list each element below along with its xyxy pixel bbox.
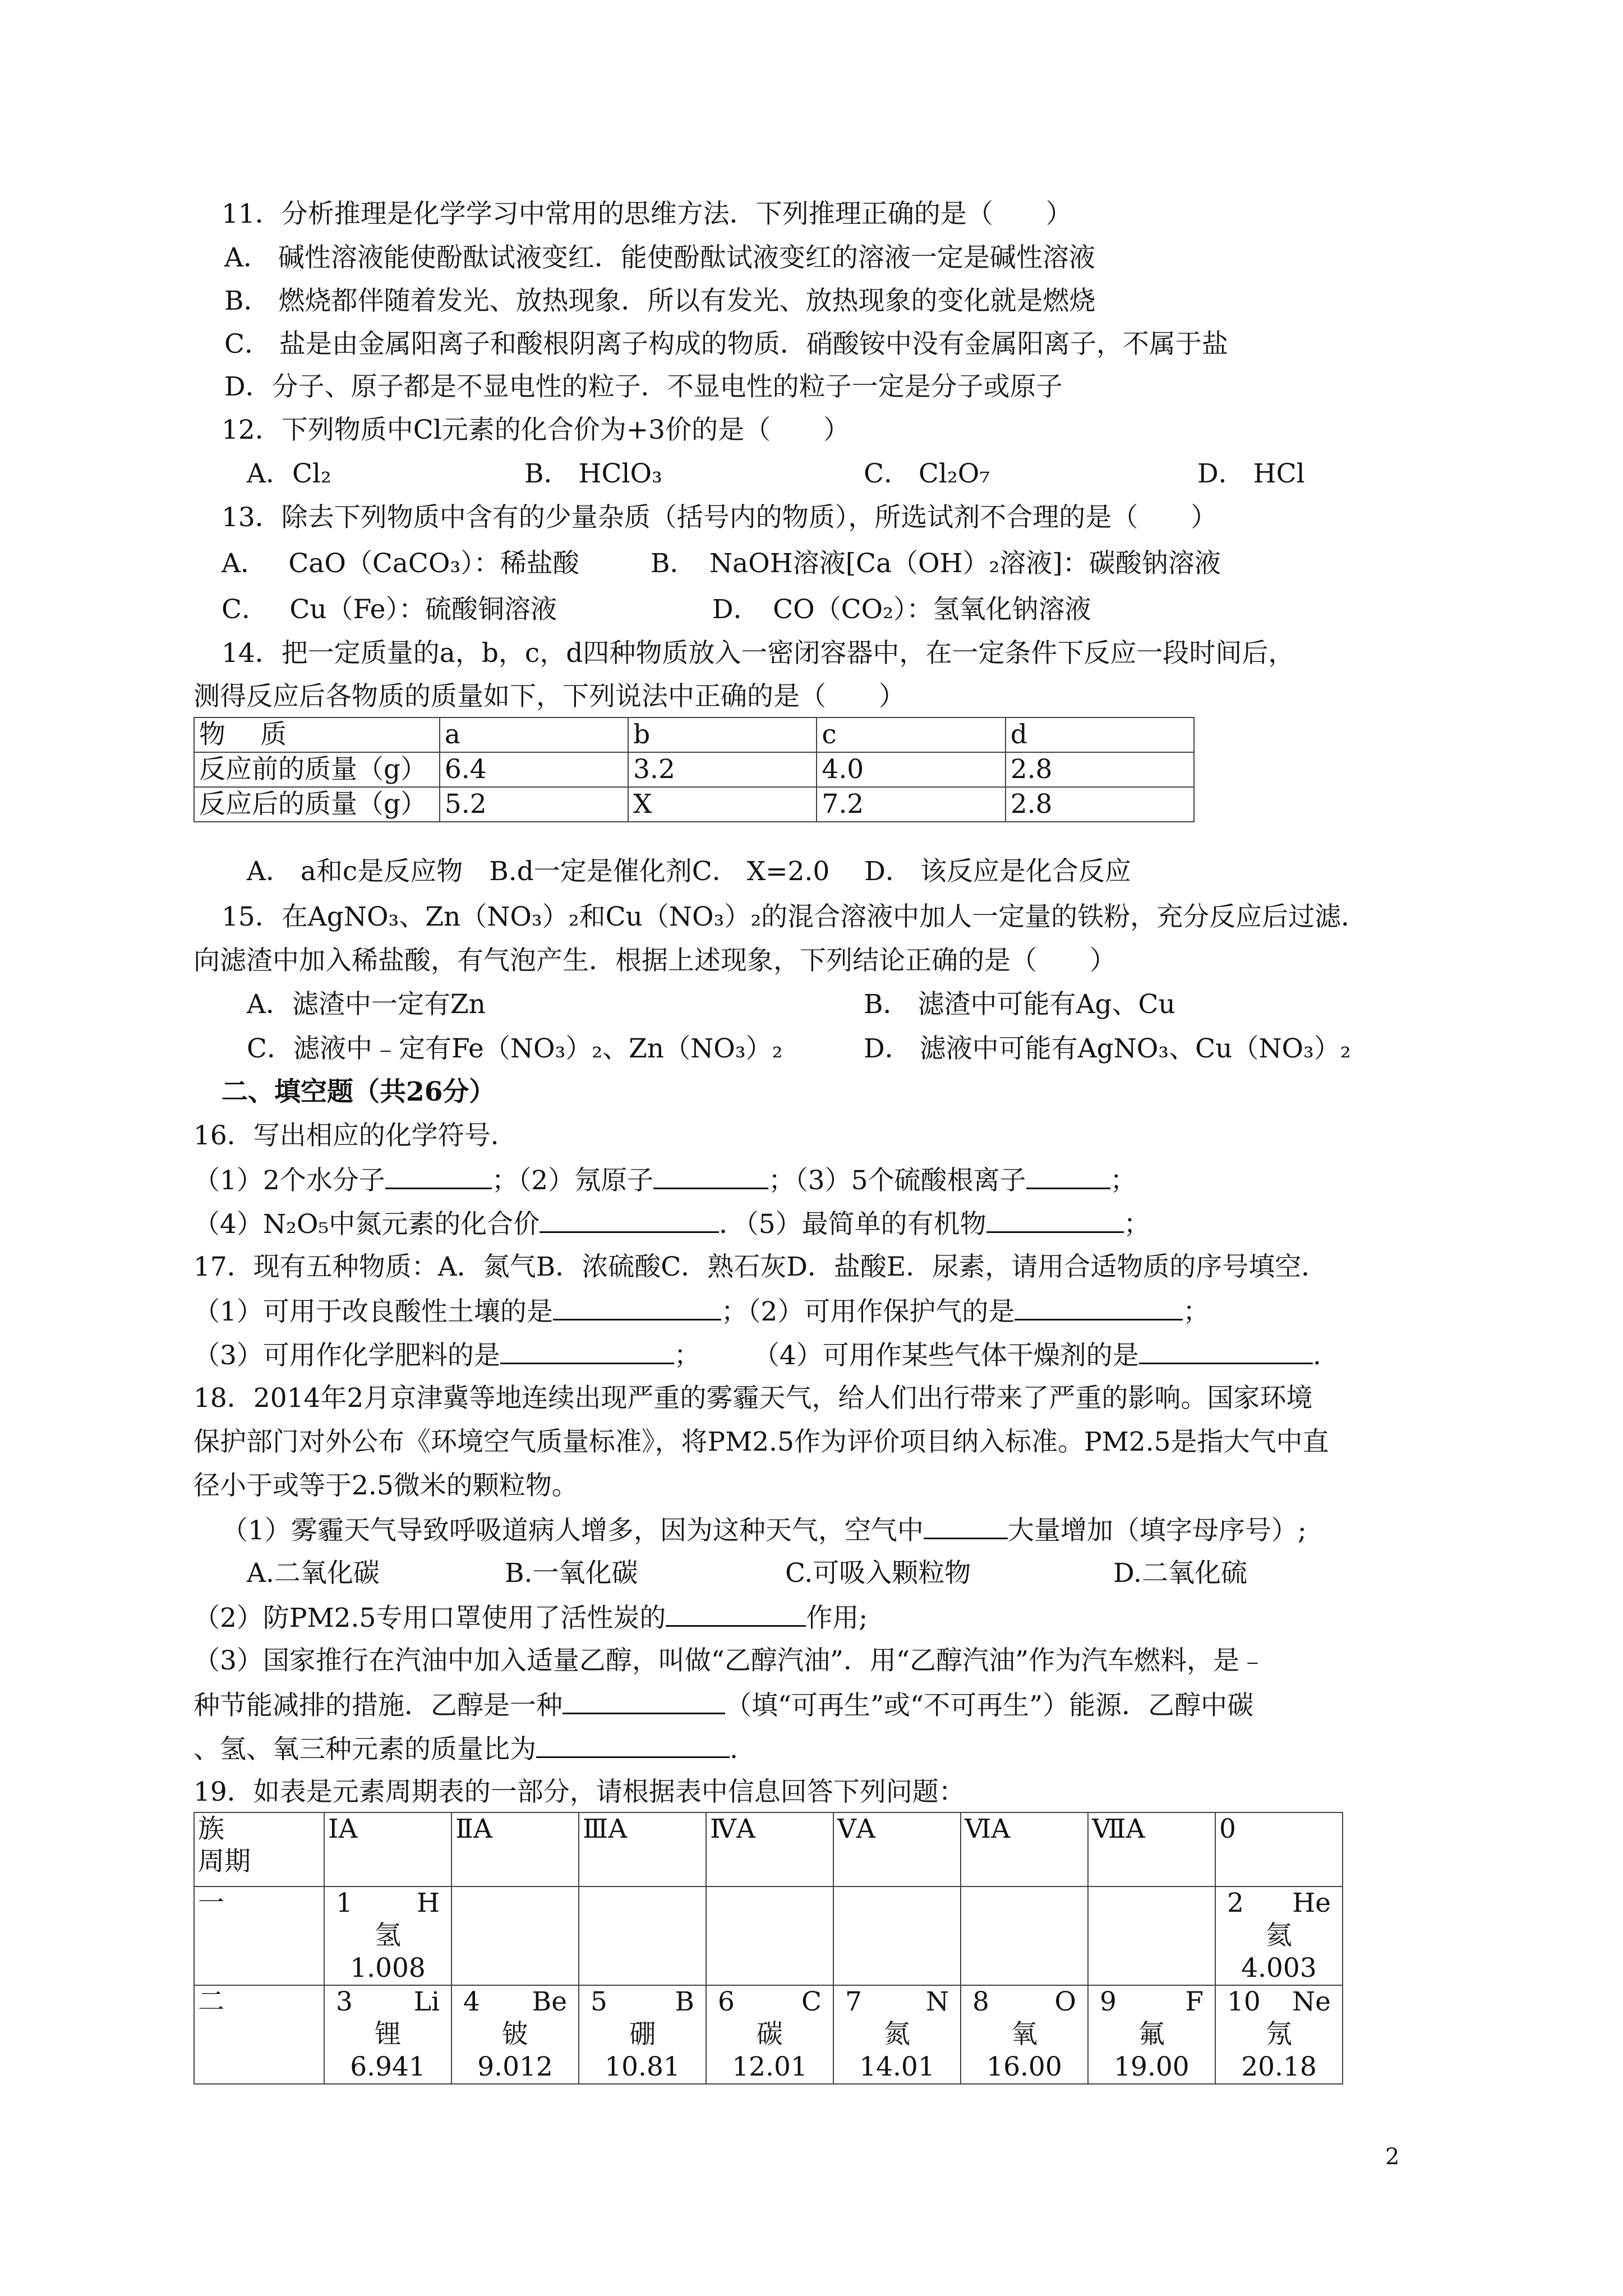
q12-option-d: D． HCl bbox=[1197, 458, 1305, 489]
empty-cell bbox=[451, 1887, 579, 1985]
table-cell: 3.2 bbox=[628, 752, 817, 787]
element-name: 氧 bbox=[1011, 2019, 1038, 2050]
group-header-cell: 0 bbox=[1215, 1812, 1343, 1887]
group-header-cell: ⅢA bbox=[579, 1812, 706, 1887]
q16-stem: 16．写出相应的化学符号． bbox=[193, 1120, 517, 1151]
q17-item-4-label: ； （4）可用作某些气体干燥剂的是 bbox=[674, 1340, 1139, 1371]
atomic-mass: 1.008 bbox=[350, 1953, 426, 1984]
q17-line2 bbox=[193, 1338, 1321, 1373]
period-header-label: 周期 bbox=[198, 1846, 251, 1877]
table-row bbox=[194, 787, 1194, 822]
element-cell bbox=[1215, 1985, 1343, 2084]
q18-option-a: A.二氧化碳 bbox=[247, 1558, 380, 1589]
answer-blank[interactable] bbox=[540, 1207, 719, 1233]
element-cell bbox=[579, 1985, 706, 2084]
q16-item-5-end: ； bbox=[1123, 1209, 1150, 1240]
q17-item-3-label: （3）可用作化学肥料的是 bbox=[193, 1340, 500, 1371]
atomic-mass: 9.012 bbox=[477, 2051, 553, 2082]
empty-cell bbox=[1088, 1887, 1215, 1985]
corner-header-cell bbox=[194, 1812, 324, 1887]
q18-option-d: D.二氧化硫 bbox=[1113, 1558, 1247, 1589]
element-name: 氖 bbox=[1265, 2019, 1292, 2050]
q15-option-a: A．滤渣中一定有Zn bbox=[247, 989, 486, 1020]
table-cell: 7.2 bbox=[817, 787, 1005, 822]
q18-part2 bbox=[193, 1600, 868, 1635]
q14-mass-table bbox=[193, 717, 1195, 822]
periodic-table-header-row bbox=[194, 1812, 1343, 1887]
q18-line3: 径小于或等于2.5微米的颗粒物。 bbox=[193, 1470, 578, 1501]
table-cell: 5.2 bbox=[440, 787, 628, 822]
table-cell: 2.8 bbox=[1006, 752, 1194, 787]
period-label: 一 bbox=[194, 1887, 324, 1985]
atomic-number: 10 bbox=[1227, 1986, 1261, 2017]
element-symbol: Li bbox=[413, 1986, 440, 2017]
period-label: 二 bbox=[194, 1985, 324, 2084]
q17-item-1-label: （1）可用于改良酸性土壤的是 bbox=[193, 1296, 553, 1327]
q18-part2-text: （2）防PM2.5专用口罩使用了活性炭的 bbox=[193, 1603, 666, 1634]
group-header-cell: ⅠA bbox=[324, 1812, 451, 1887]
atomic-mass: 12.01 bbox=[732, 2051, 808, 2082]
q17-item-2-end: ； bbox=[1183, 1296, 1210, 1327]
q18-part3-ratio-text: 、氢、氧三种元素的质量比为 bbox=[193, 1734, 536, 1765]
table-cell: 2.8 bbox=[1006, 787, 1194, 822]
element-name: 锂 bbox=[375, 2019, 402, 2050]
group-header-cell: ⅥA bbox=[961, 1812, 1088, 1887]
q15-stem-line1: 15．在AgNO₃、Zn（NO₃）₂和Cu（NO₃）₂的混合溶液中加人一定量的铁粉，充分反应后过滤． bbox=[222, 901, 1368, 932]
empty-cell bbox=[961, 1887, 1088, 1985]
q15-option-d: D． 滤液中可能有AgNO₃、Cu（NO₃）₂ bbox=[864, 1033, 1351, 1064]
answer-blank[interactable] bbox=[1015, 1294, 1183, 1320]
q18-part2-tail: 作用; bbox=[806, 1603, 868, 1634]
atomic-number: 1 bbox=[336, 1888, 353, 1918]
periodic-table-row bbox=[194, 1887, 1343, 1985]
q18-part3-line1: （3）国家推行在汽油中加入适量乙醇，叫做“乙醇汽油”．用“乙醇汽油”作为汽车燃料，是﹣ bbox=[193, 1645, 1266, 1676]
q18-part1-text: （1）雾霾天气导致呼吸道病人增多，因为这种天气，空气中 bbox=[222, 1515, 924, 1546]
q16-item-2-label: ；（2）氖原子 bbox=[491, 1165, 654, 1196]
element-name: 氮 bbox=[883, 2019, 910, 2050]
q19-stem: 19．如表是元素周期表的一部分，请根据表中信息回答下列问题： bbox=[193, 1777, 965, 1807]
q15-stem-line2: 向滤渣中加入稀盐酸，有气泡产生．根据上述现象，下列结论正确的是（ ） bbox=[193, 945, 1116, 976]
q16-item-3-end: ； bbox=[1110, 1165, 1137, 1196]
answer-blank[interactable] bbox=[562, 1688, 725, 1714]
q12-option-b: B． HClO₃ bbox=[524, 458, 662, 489]
element-symbol: H bbox=[417, 1888, 440, 1918]
q18-part1 bbox=[222, 1513, 1307, 1548]
answer-blank[interactable] bbox=[924, 1513, 1008, 1539]
table-header-cell: b bbox=[628, 717, 817, 752]
q18-part1-tail: 大量增加（填字母序号）; bbox=[1007, 1515, 1307, 1546]
atomic-number: 8 bbox=[972, 1986, 989, 2017]
q18-part3-text: 种节能减排的措施．乙醇是一种 bbox=[193, 1690, 562, 1721]
atomic-number: 5 bbox=[591, 1986, 607, 2017]
section-title-fill-in: 二、填空题（共26分） bbox=[222, 1076, 496, 1107]
element-symbol: He bbox=[1292, 1888, 1331, 1918]
element-cell-h bbox=[324, 1887, 451, 1985]
periodic-table bbox=[193, 1812, 1343, 2085]
element-symbol: C bbox=[801, 1986, 822, 2017]
atomic-mass: 6.941 bbox=[350, 2051, 426, 2082]
atomic-number: 3 bbox=[336, 1986, 353, 2017]
atomic-number: 7 bbox=[845, 1986, 862, 2017]
empty-cell bbox=[706, 1887, 833, 1985]
q13-option-a: A． CaO（CaCO₃）：稀盐酸 bbox=[222, 548, 579, 579]
page-number: 2 bbox=[1385, 2144, 1400, 2170]
q15-option-b: B． 滤渣中可能有Ag、Cu bbox=[864, 989, 1175, 1020]
q16-item-5-label: ．（5）最简单的有机物 bbox=[719, 1209, 986, 1240]
q13-stem: 13．除去下列物质中含有的少量杂质（括号内的物质），所选试剂不合理的是（ ） bbox=[222, 502, 1218, 533]
table-header-cell: d bbox=[1006, 717, 1194, 752]
q17-item-2-label: ；（2）可用作保护气的是 bbox=[721, 1296, 1015, 1327]
q14-options: A． a和c是反应物 B.d一定是催化剂C． X=2.0 D． 该反应是化合反应 bbox=[247, 856, 1131, 887]
q14-stem-line1: 14．把一定质量的a，b，c，d四种物质放入一密闭容器中，在一定条件下反应一段时间后， bbox=[222, 638, 1295, 669]
element-cell bbox=[451, 1985, 579, 2084]
answer-blank[interactable] bbox=[1026, 1163, 1110, 1189]
q18-line1: 18．2014年2月京津冀等地连续出现严重的雾霾天气，给人们出行带来了严重的影响。国家环境 bbox=[193, 1383, 1313, 1414]
table-cell: 反应前的质量（g） bbox=[194, 752, 440, 787]
element-name: 碳 bbox=[756, 2019, 783, 2050]
empty-cell bbox=[579, 1887, 706, 1985]
table-header-cell: 物 质 bbox=[194, 717, 440, 752]
element-symbol: O bbox=[1054, 1986, 1076, 2017]
table-cell: 6.4 bbox=[440, 752, 628, 787]
element-symbol: B bbox=[675, 1986, 694, 2017]
table-cell: X bbox=[628, 787, 817, 822]
atomic-number: 6 bbox=[718, 1986, 735, 2017]
q12-stem: 12．下列物质中Cl元素的化合价为+3价的是（ ） bbox=[222, 415, 850, 445]
q16-item-1-label: （1）2个水分子 bbox=[193, 1165, 385, 1196]
atomic-number: 4 bbox=[463, 1986, 480, 2017]
q18-part3-tail: （填“可再生”或“不可再生”）能源．乙醇中碳 bbox=[725, 1690, 1254, 1721]
element-name: 铍 bbox=[502, 2019, 529, 2050]
q15-option-c: C．滤液中﹣定有Fe（NO₃）₂、Zn（NO₃）₂ bbox=[247, 1033, 783, 1064]
group-header-cell: ⅡA bbox=[451, 1812, 579, 1887]
table-cell: 4.0 bbox=[817, 752, 1005, 787]
group-header-cell: ⅣA bbox=[706, 1812, 833, 1887]
group-header-cell: ⅦA bbox=[1088, 1812, 1215, 1887]
group-header-cell: ⅤA bbox=[833, 1812, 961, 1887]
answer-blank[interactable] bbox=[986, 1207, 1124, 1233]
q12-option-a: A．Cl₂ bbox=[247, 458, 331, 489]
element-name: 硼 bbox=[629, 2019, 656, 2050]
element-symbol: Ne bbox=[1292, 1986, 1331, 2017]
q11-option-c: C． 盐是由金属阳离子和酸根阴离子构成的物质．硝酸铵中没有金属阳离子，不属于盐 bbox=[224, 329, 1228, 360]
element-name: 氢 bbox=[375, 1920, 402, 1951]
table-cell: 反应后的质量（g） bbox=[194, 787, 440, 822]
q16-line2 bbox=[193, 1207, 1150, 1241]
table-row bbox=[194, 752, 1194, 787]
q17-item-4-end: . bbox=[1312, 1340, 1321, 1371]
element-cell bbox=[706, 1985, 833, 2084]
element-symbol: Be bbox=[532, 1986, 568, 2017]
q13-option-b: B． NaOH溶液[Ca（OH）₂溶液]：碳酸钠溶液 bbox=[651, 548, 1221, 579]
answer-blank[interactable] bbox=[385, 1163, 492, 1189]
group-header-label: 族 bbox=[198, 1814, 224, 1844]
q11-stem: 11．分析推理是化学学习中常用的思维方法．下列推理正确的是（ ） bbox=[222, 199, 1072, 229]
element-cell bbox=[1088, 1985, 1215, 2084]
periodic-table-row bbox=[194, 1985, 1343, 2084]
element-symbol: N bbox=[925, 1986, 949, 2017]
atomic-mass: 4.003 bbox=[1241, 1953, 1317, 1984]
q12-option-c: C． Cl₂O₇ bbox=[864, 458, 990, 489]
answer-blank[interactable] bbox=[500, 1338, 674, 1364]
table-header-cell: c bbox=[817, 717, 1005, 752]
q16-item-3-label: ；（3）5个硫酸根离子 bbox=[768, 1165, 1026, 1196]
element-cell bbox=[324, 1985, 451, 2084]
element-cell-he bbox=[1215, 1887, 1343, 1985]
q16-item-4-label: （4）N₂O₅中氮元素的化合价 bbox=[193, 1209, 540, 1240]
atomic-mass: 16.00 bbox=[986, 2051, 1062, 2082]
element-cell bbox=[833, 1985, 961, 2084]
element-symbol: F bbox=[1185, 1986, 1204, 2017]
q18-option-b: B.一氧化碳 bbox=[505, 1558, 638, 1589]
q18-part3-end: . bbox=[730, 1734, 738, 1765]
atomic-mass: 10.81 bbox=[605, 2051, 680, 2082]
table-header-cell: a bbox=[440, 717, 628, 752]
q11-option-d: D．分子、原子都是不显电性的粒子．不显电性的粒子一定是分子或原子 bbox=[224, 371, 1063, 402]
q14-stem-line2: 测得反应后各物质的质量如下，下列说法中正确的是（ ） bbox=[193, 681, 905, 712]
answer-blank[interactable] bbox=[536, 1732, 730, 1758]
element-name: 氦 bbox=[1265, 1920, 1292, 1951]
answer-blank[interactable] bbox=[553, 1294, 721, 1320]
atomic-mass: 14.01 bbox=[859, 2051, 935, 2082]
q18-line2: 保护部门对外公布《环境空气质量标准》，将PM2.5作为评价项目纳入标准。PM2.5是指大气中直 bbox=[193, 1427, 1329, 1457]
atomic-mass: 19.00 bbox=[1114, 2051, 1189, 2082]
element-name: 氟 bbox=[1138, 2019, 1165, 2050]
q17-stem: 17．现有五种物质：A．氮气B．浓硫酸C．熟石灰D．盐酸E．尿素，请用合适物质的序号填空． bbox=[193, 1251, 1328, 1282]
q13-option-d: D． CO（CO₂）：氢氧化钠溶液 bbox=[712, 594, 1091, 625]
q16-line1 bbox=[193, 1163, 1137, 1198]
q11-option-b: B． 燃烧都伴随着发光、放热现象．所以有发光、放热现象的变化就是燃烧 bbox=[224, 286, 1096, 316]
q18-option-c: C.可吸入颗粒物 bbox=[785, 1558, 971, 1589]
atomic-number: 9 bbox=[1099, 1986, 1117, 2017]
q13-option-c: C． Cu（Fe）：硫酸铜溶液 bbox=[222, 594, 557, 625]
answer-blank[interactable] bbox=[653, 1163, 768, 1189]
atomic-number: 2 bbox=[1227, 1888, 1244, 1918]
q18-part3-line3 bbox=[193, 1732, 738, 1766]
q18-part3-line2 bbox=[193, 1688, 1253, 1723]
answer-blank[interactable] bbox=[1139, 1338, 1313, 1364]
answer-blank[interactable] bbox=[666, 1600, 806, 1627]
table-header-row bbox=[194, 717, 1194, 752]
element-cell bbox=[961, 1985, 1088, 2084]
q17-line1 bbox=[193, 1294, 1209, 1329]
q11-option-a: A． 碱性溶液能使酚酞试液变红．能使酚酞试液变红的溶液一定是碱性溶液 bbox=[224, 242, 1095, 273]
atomic-mass: 20.18 bbox=[1241, 2051, 1317, 2082]
empty-cell bbox=[833, 1887, 961, 1985]
